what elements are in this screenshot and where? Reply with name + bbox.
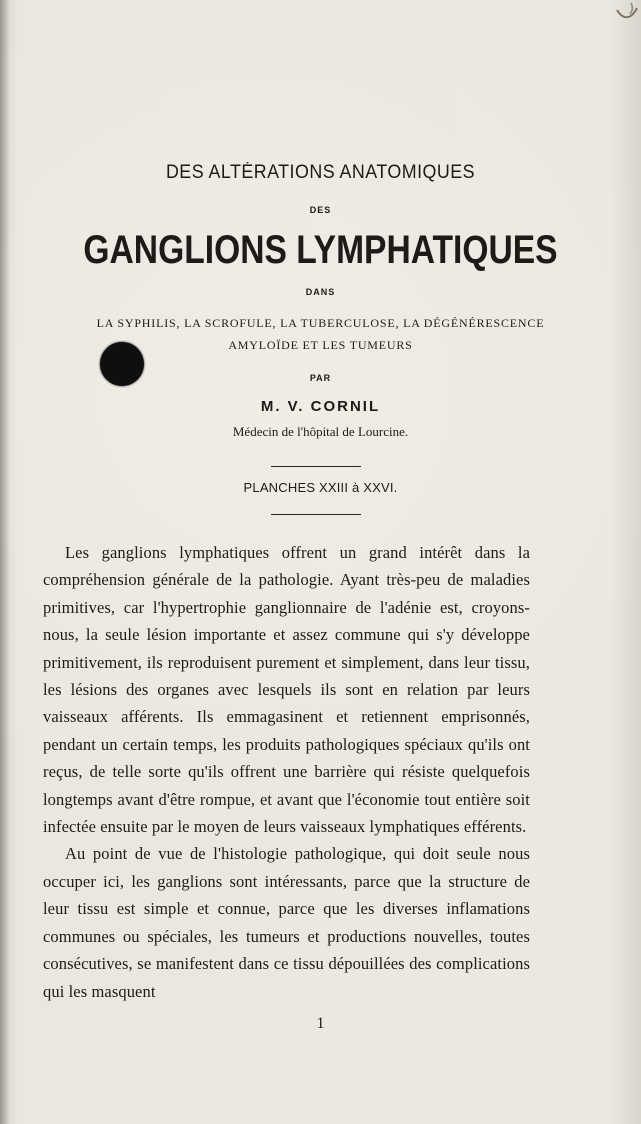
corner-curl-icon — [613, 0, 639, 22]
paragraph-2: Au point de vue de l'histologie pathologique, qui doit seule nous occuper ici, les ganglions sont intéressants, parce que la structure de leur tissu est simple et connue, parce que les diverses inflamations communes ou spéciales, les tumeurs et productions nouvelles, toutes consécutives, se manifestent dans ce tissu dépouillées des complications qui les masquent — [43, 844, 530, 1001]
author-role: Médecin de l'hôpital de Lourcine. — [232, 424, 409, 439]
title-connector-des: DES — [309, 205, 332, 215]
page-number: 1 — [316, 1015, 325, 1032]
paragraph-1: Les ganglions lymphatiques offrent un grand intérêt dans la compréhension générale de la pathologie. Ayant très-peu de maladies primitives, car l'hypertrophie ganglionnaire de l'adénie est, croyons-nous, la seule lésion importante et assez commune qui s'y développe primitivement, ils reproduisent purement et simplement, dans leur tissu, les lésions des organes avec lesquels ils sont en relation par leurs vaisseaux afférents. Ils emmagasinent et retiennent emprisonnés, pendant un certain temps, les produits pathologiques spéciaux qu'ils ont reçus, de telle sorte qu'ils offrent une barrière qui résiste quelquefois longtemps avant d'être rompue, et avant que l'économie tout entière soit infectée ensuite par le moyen de leurs vaisseaux lymphatiques efférents. — [43, 543, 530, 837]
subtitle-line-1: LA SYPHILIS, LA SCROFULE, LA TUBERCULOSE, LA DÉGÉNÉRESCENCE — [96, 316, 545, 330]
document-title-line-1: DES ALTÉRATIONS ANATOMIQUES — [165, 162, 476, 183]
divider-top — [271, 466, 361, 467]
document-main-title: GANGLIONS LYMPHATIQUES — [83, 228, 558, 272]
divider-bottom — [271, 514, 361, 515]
title-connector-dans: DANS — [305, 287, 336, 297]
byline-par: PAR — [309, 373, 332, 383]
subtitle-line-2: AMYLOÏDE ET LES TUMEURS — [228, 338, 413, 352]
plates-reference: PLANCHES XXIII à XXVI. — [243, 480, 398, 495]
page-edge-shadow — [0, 0, 10, 1124]
author-name: M. V. CORNIL — [260, 398, 381, 415]
body-text — [43, 539, 530, 1005]
